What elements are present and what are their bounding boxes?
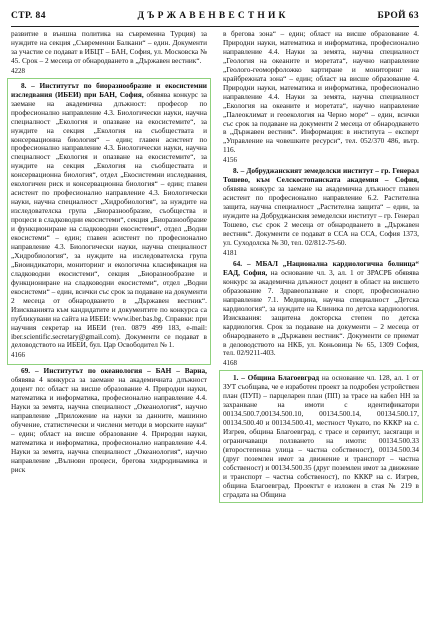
notice-body: обявява конкурс за заемане на академична длъжност главен асистент по професионално направление 6.2. Растителна защита, научна специалност „Растителна защита“ – един, за нуждите на Добруджанския земеделски институт – гр. Генерал Тошево, със срок 2 месеца от обнародването в „Държавен вестник“. Документи се подават в ССА на ССА, София 1373, ул. Суходолска № 30, тел. 02/812-75-60. xyxy=(223,184,419,247)
notice-number: 4166 xyxy=(11,351,25,360)
page-number: СТР. 84 xyxy=(11,11,46,21)
issue-number: БРОЙ 63 xyxy=(377,11,419,21)
notice-body: на основание чл. 3, ал. 1 от ЗРАСРБ обявява конкурс за академична длъжност доцент в област на висшето образование 7. Здравеопазване и спорт, професионално направление 7.1. Медицина, научна специалност „Детска кардиология“, за нуждите на Клиника по детска кардиология. Изисквания: защитена докторска степен по детска кардиология. Срок за подаване на документи – 2 месеца от обнародването в „Държавен вестник“. Документи се приемат в деловодството на НКБ, ул. Коньовица № 65, 1309 София, тел. 02/9211-403. xyxy=(223,267,420,358)
page-header xyxy=(11,11,419,25)
notice-paragraph xyxy=(223,167,419,248)
notice-title: 8. – Добруджанският земеделски институт – гр. Генерал Тошево, към Селскостопанската академия – София, xyxy=(223,166,419,185)
intro-paragraph: в брегова зона“ – един; област на висше образование 4. Природни науки, математика и информатика, професионално направление 4.4. Науки за земята, научна специалност „Геология на океаните и моретата“, научно направление „Геолого-геоморфоложко картиране и мониторинг на крайбрежната зона“ – един; област на висше образование 4. Природни науки, математика и информатика, професионално направление 4.4. Науки за земята, научна специалност „Екология на океаните и моретата“, научно направление „Палеоклимат и геоекология на Черно море“ – един, всички със срок за подаване на документи 2 месеца от обнародването в „Държавен вестник“. Информация: в института – експерт „Управление на човешките ресурси“, тел. 052/370 486, вътр. 116. xyxy=(223,29,419,155)
notice-title: 8. – Институтът по биоразнообразие и екосистемни изследвания (ИБЕИ) при БАН, София, xyxy=(11,80,207,99)
notice-title: 1. – Община Благоевград xyxy=(233,373,320,383)
notice-body: обявява конкурс за заемане на академична длъжност: професор по професионално направление 4.3. Биологически науки, научна специалност „Екология и опазване на екосистемите“, за нуждите на секция „Екология на съобществата и консервационна биология“ – един; главен асистент по професионално направление 4.3. Биологически науки, научна специалност „Екология и опазване на екосистемите“, за нуждите на секция „Екология на съобществата и консервационна биология“, отдел „Екосистемни изследвания, екологичен риск и консервационна биология“ – един; главен асистент по професионално направление 4.3. Биологически науки, научна специалност „Хидробиология“, за нуждите на изследователска група „Биоразнообразие, съобщества и процеси в сладководни екосистеми“, секция „Биоразнообразие и функциониране на сладководни екосистеми“, отдел „Водни екосистеми“ – един; главен асистент по професионално направление 4.3. Биологически науки, научна специалност „Хидробиология“, за нуждите на изследователска група „Биоиндикатори, мониторинг и екологична класификация на сладководни екосистеми“, секция „Биоразнообразие и функциониране на сладководни екосистеми“, отдел „Водни екосистеми“ – един, всички със срок за подаване на документи 2 месеца от обнародването в „Държавен вестник“. Изискванията към кандидатите и документите по конкурса са публикувани на сайта на ИБЕИ: www.iber.bas.bg. Справки: при научния секретар на ИБЕИ (тел. 0879 499 183, e-mail: iber.scientific.secretary@gmail.com). Документи се подават в деловодството на ИБЕИ, бул. Цар Освободител № 1. xyxy=(11,89,207,350)
highlighted-notice[interactable] xyxy=(219,370,423,502)
right-column xyxy=(223,30,419,505)
notice-title: 64. – МБАЛ „Национална кардиологична болница“ ЕАД, София, xyxy=(223,258,419,277)
notice-title: 69. – Институтът по океанология – БАН – Варна, xyxy=(21,366,207,376)
left-column xyxy=(11,30,207,475)
intro-paragraph: развитие в външна политика на съвременна Турция) за нуждите на секция „Съвременни Балкани“ – един. Документи за участие се подават в ИБЦТ – БАН, София, ул. Московска № 45. Срок – 2 месеца от обнародването в „Държавен вестник“. xyxy=(11,29,207,65)
notice-paragraph xyxy=(11,82,207,351)
notice-number: 4168 xyxy=(223,359,237,368)
notice-number: 4156 xyxy=(223,156,237,165)
notice-number: 4228 xyxy=(11,66,25,75)
notice-body: обявява 4 конкурса за заемане на академичната длъжност доцент по: област на висше образование 4. Природни науки, математика и информатика, професионално направление 4.4. Науки за земята, научна специалност „Океанология“, научно направление „Приложение на науки за данните, машинно обучение, статистически и числени методи в морските науки“ – един; област на висше образование 4. Природни науки, математика и информатика, професионално направление 4.4. Науки за земята, научна специалност „Океанология“, научно направление „Вълнови процеси, брегова хидродинамика и риск xyxy=(11,375,207,474)
highlighted-notice[interactable] xyxy=(7,78,211,366)
notice-number: 4181 xyxy=(223,248,237,257)
notice-paragraph xyxy=(223,374,419,499)
notice-body: на основание чл. 128, ал. 1 от ЗУТ съобщава, че е изработен проект за подробен устройствен план (ПУП) – парцеларен план (ПП) за трасе на кабел НН за захранване на имоти с идентификатори 00134.500.7,00134.500.10, 00134.500.14, 00134.500.17, 00134.500.40 и 00134.500.41, местност Чукато, по КККР на с. Изгрев, община Благоевград, с трасе и сервитут, засягащи и ограничаващи ползването на имоти: 00134.500.33 (второстепенна улица – частна собственост), 00134.500.34 (друг поземлен имот за движение и транспорт – частна собственост) и 00134.500.35 (друг поземлен имот за движение и транспорт – частна собственост), по КККР на с. Изгрев, община Благоевград. Проектът е изложен в стая № 219 в сградата на Община xyxy=(223,373,419,499)
notice-paragraph xyxy=(223,260,419,358)
notice-paragraph xyxy=(11,367,207,474)
journal-title: Д Ъ Р Ж А В Е Н В Е С Т Н И К xyxy=(137,11,286,21)
header-divider xyxy=(11,26,419,27)
